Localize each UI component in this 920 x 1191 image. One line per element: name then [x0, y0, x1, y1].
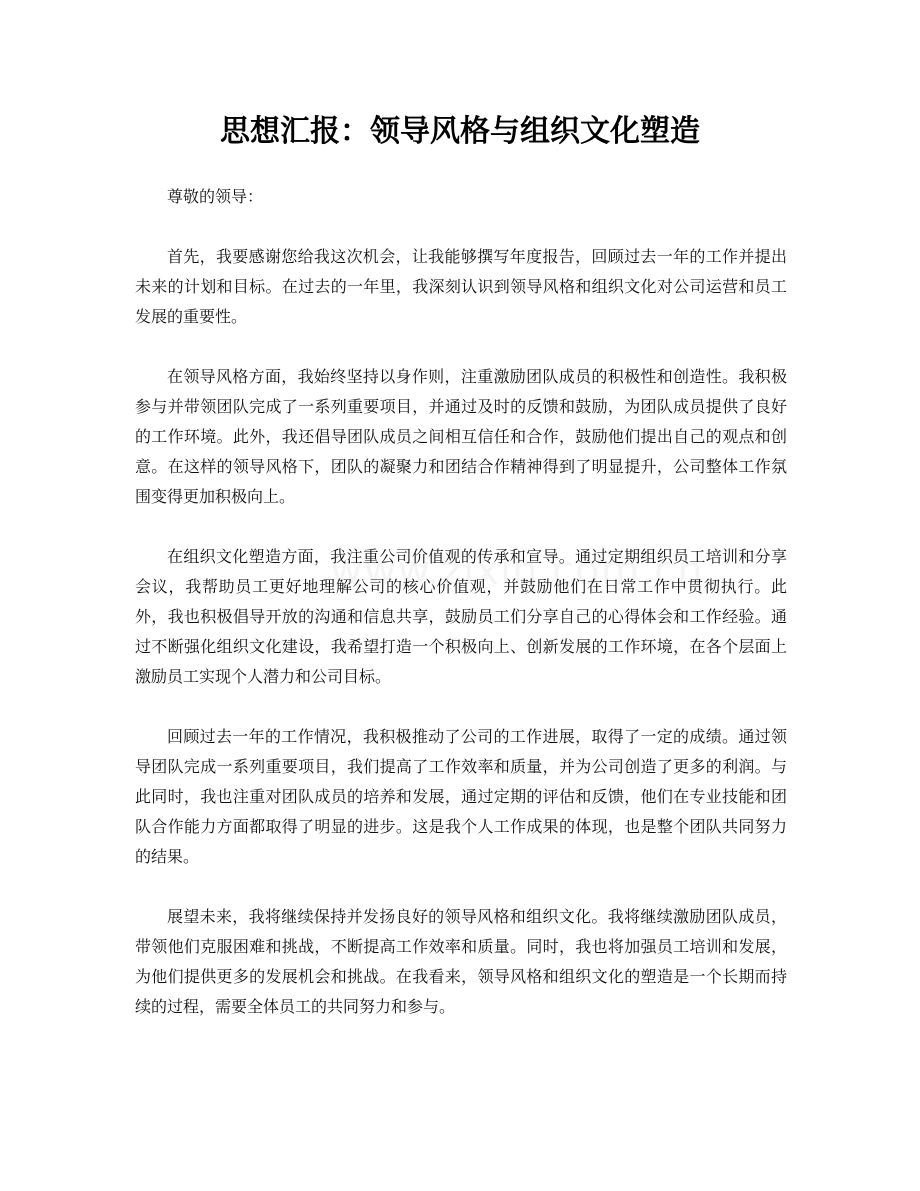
- paragraph-leadership-style: 在领导风格方面，我始终坚持以身作则，注重激励团队成员的积极性和创造性。我积极参与并带领团队完成了一系列重要项目，并通过及时的反馈和鼓励，为团队成员提供了良好的工作环境。此外，我还倡导团队成员之间相互信任和合作，鼓励他们提出自己的观点和创意。在这样的领导风格下，团队的凝聚力和团结合作精神得到了明显提升，公司整体工作氛围变得更加积极向上。: [135, 367, 787, 506]
- paragraph-organizational-culture: 在组织文化塑造方面，我注重公司价值观的传承和宣导。通过定期组织员工培训和分享会议，我帮助员工更好地理解公司的核心价值观，并鼓励他们在日常工作中贯彻执行。此外，我也积极倡导开放的沟通和信息共享，鼓励员工们分享自己的心得体会和工作经验。通过不断强化组织文化建设，我希望打造一个积极向上、创新发展的工作环境，在各个层面上激励员工实现个人潜力和公司目标。: [135, 547, 787, 686]
- paragraph-future-outlook: 展望未来，我将继续保持并发扬良好的领导风格和组织文化。我将继续激励团队成员，带领他们克服困难和挑战，不断提高工作效率和质量。同时，我也将加强员工培训和发展，为他们提供更多的发展机会和挑战。在我看来，领导风格和组织文化的塑造是一个长期而持续的过程，需要全体员工的共同努力和参与。: [135, 907, 787, 1016]
- greeting: 尊敬的领导：: [167, 187, 264, 206]
- document-title: 思想汇报：领导风格与组织文化塑造: [220, 114, 700, 149]
- paragraph-year-review: 回顾过去一年的工作情况，我积极推动了公司的工作进展，取得了一定的成绩。通过领导团队完成一系列重要项目，我们提高了工作效率和质量，并为公司创造了更多的利润。与此同时，我也注重对团队成员的培养和发展，通过定期的评估和反馈，他们在专业技能和团队合作能力方面都取得了明显的进步。这是我个人工作成果的体现，也是整个团队共同努力的结果。: [135, 727, 787, 866]
- document-body: [135, 182, 787, 1052]
- paragraph-thanks: 首先，我要感谢您给我这次机会，让我能够撰写年度报告，回顾过去一年的工作并提出未来的计划和目标。在过去的一年里，我深刻认识到领导风格和组织文化对公司运营和员工发展的重要性。: [135, 247, 787, 326]
